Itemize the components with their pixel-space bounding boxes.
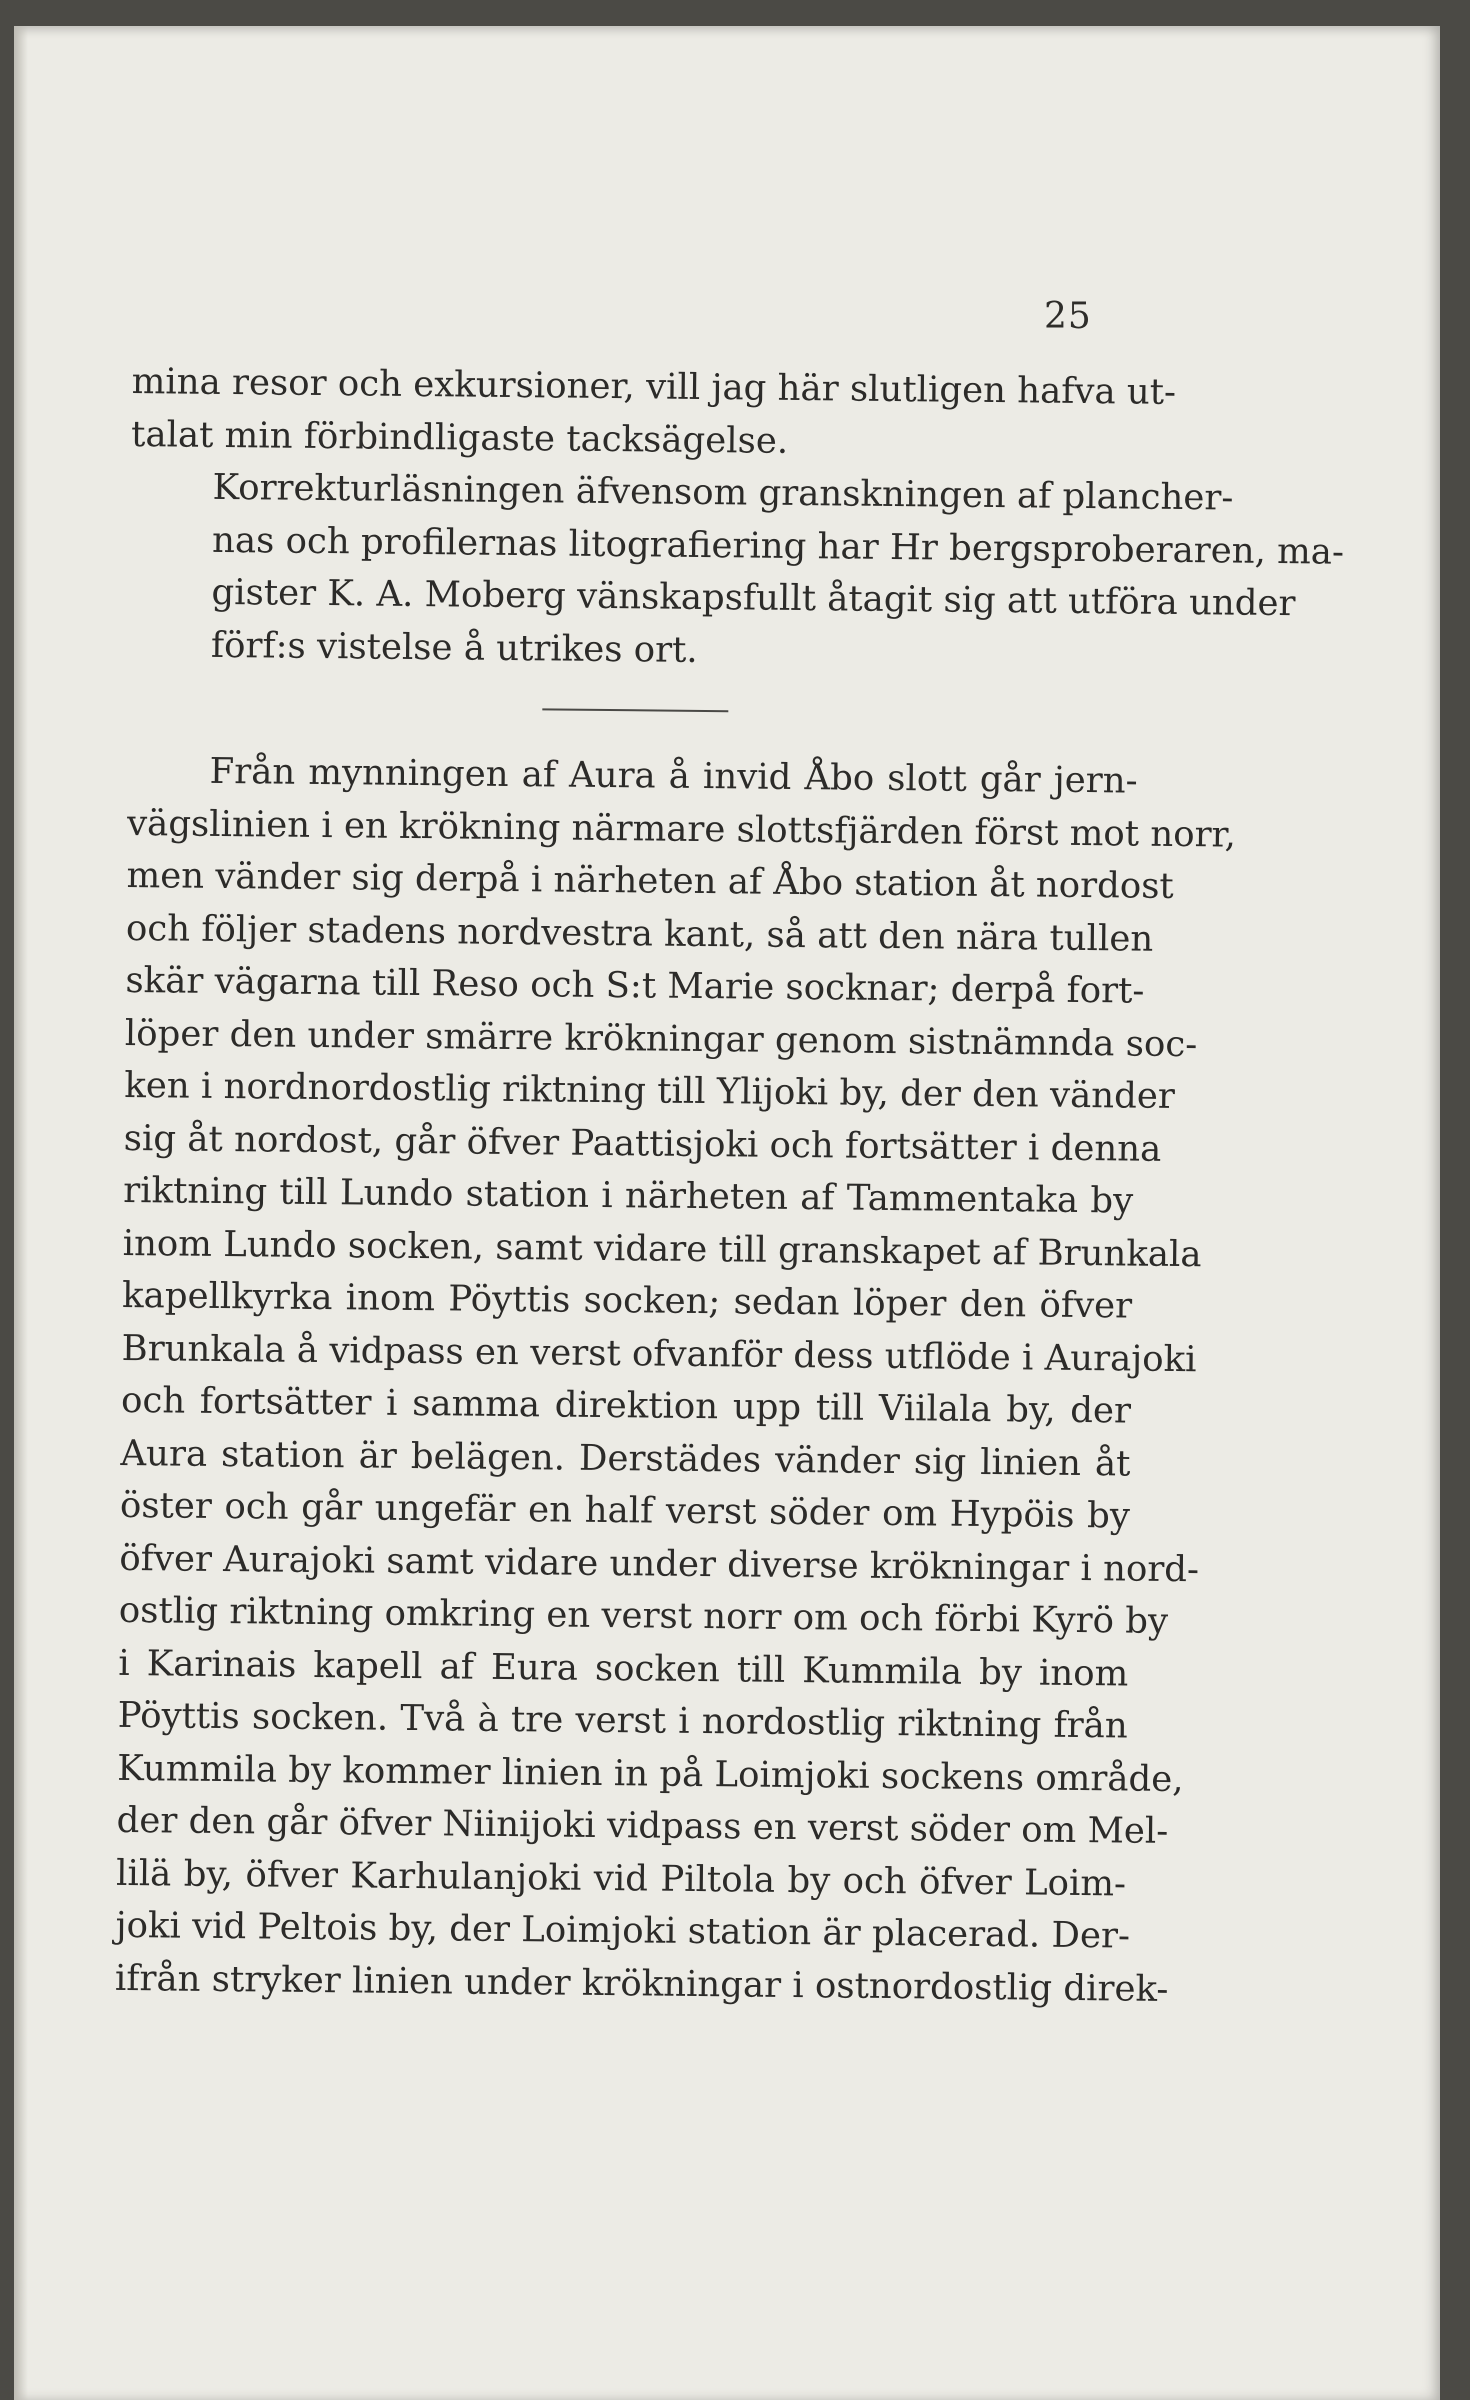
text-line: kapellkyrka inom Pöyttis socken; sedan löper den öfver [121,1274,1133,1327]
text-line: Korrekturläsningen äfvensom granskningen af plancher- [212,466,1234,519]
text-line: riktning till Lundo station i närheten af Tammentaka by [123,1169,1134,1222]
text-line: Från mynningen af Aura å invid Åbo slott går jern- [209,750,1138,802]
section-divider [542,708,728,712]
text-line: ifrån stryker linien under krökningar i ostnordostlig direk- [114,1957,1169,2010]
paragraph-proofreading [129,461,1345,682]
text-line: men vänder sig derpå i närheten af Åbo station åt nordost [126,854,1174,907]
text-line: i Karinais kapell af Eura socken till Kummila by inom [118,1642,1129,1695]
text-line: joki vid Peltois by, der Loimjoki station är placerad. Der- [115,1904,1131,1957]
text-line: vägslinien i en krökning närmare slottsfjärden först mot norr, [126,802,1237,856]
body-text [114,356,1345,2015]
text-line: talat min förbindligaste tacksägelse. [130,413,789,462]
paragraph-acknowledgement [130,356,1177,472]
book-page [14,26,1440,2400]
text-line: inom Lundo socken, samt vidare till granskapet af Brunkala [122,1222,1202,1275]
text-line: skär vägarna till Reso och S:t Marie socknar; derpå fort- [125,959,1145,1012]
text-line: Pöyttis socken. Två à tre verst i nordostlig riktning från [117,1694,1128,1747]
text-line: öster och går ungefär en half verst söder om Hypöis by [119,1484,1131,1537]
text-line: löper den under smärre krökningar genom sistnämnda soc- [124,1012,1198,1065]
paragraph-railway-route [114,745,1237,2016]
text-line: mina resor och exkursioner, vill jag här slutligen hafva ut- [131,360,1177,413]
text-line: nas och profilernas litografiering har Hr bergsproberaren, ma- [211,519,1345,573]
text-line: Aura station är belägen. Derstädes vänder sig linien åt [120,1432,1131,1485]
text-line: öfver Aurajoki samt vidare under diverse krökningar i nord- [119,1537,1200,1590]
text-line: förf:s vistelse å utrikes ort. [210,624,698,671]
text-line: gister K. A. Moberg vänskapsfullt åtagit sig att utföra under [211,571,1296,625]
text-line: ken i nordnordostlig riktning till Ylijoki by, der den vänder [124,1064,1176,1117]
text-line: lilä by, öfver Karhulanjoki vid Piltola by och öfver Loim- [115,1852,1127,1904]
text-line: Brunkala å vidpass en verst ofvanför dess utflöde i Aurajoki [121,1327,1197,1380]
text-line: och följer stadens nordvestra kant, så att den nära tullen [125,907,1154,960]
page-number: 25 [1044,296,1092,337]
text-line: sig åt nordost, går öfver Paattisjoki och fortsätter i denna [123,1117,1162,1170]
text-line: och fortsätter i samma direktion upp till Viilala by, der [120,1379,1132,1432]
text-line: Kummila by kommer linien in på Loimjoki sockens område, [116,1747,1184,1800]
text-line: der den går öfver Niinijoki vidpass en verst söder om Mel- [116,1799,1169,1852]
text-line: ostlig riktning omkring en verst norr om och förbi Kyrö by [118,1589,1169,1642]
